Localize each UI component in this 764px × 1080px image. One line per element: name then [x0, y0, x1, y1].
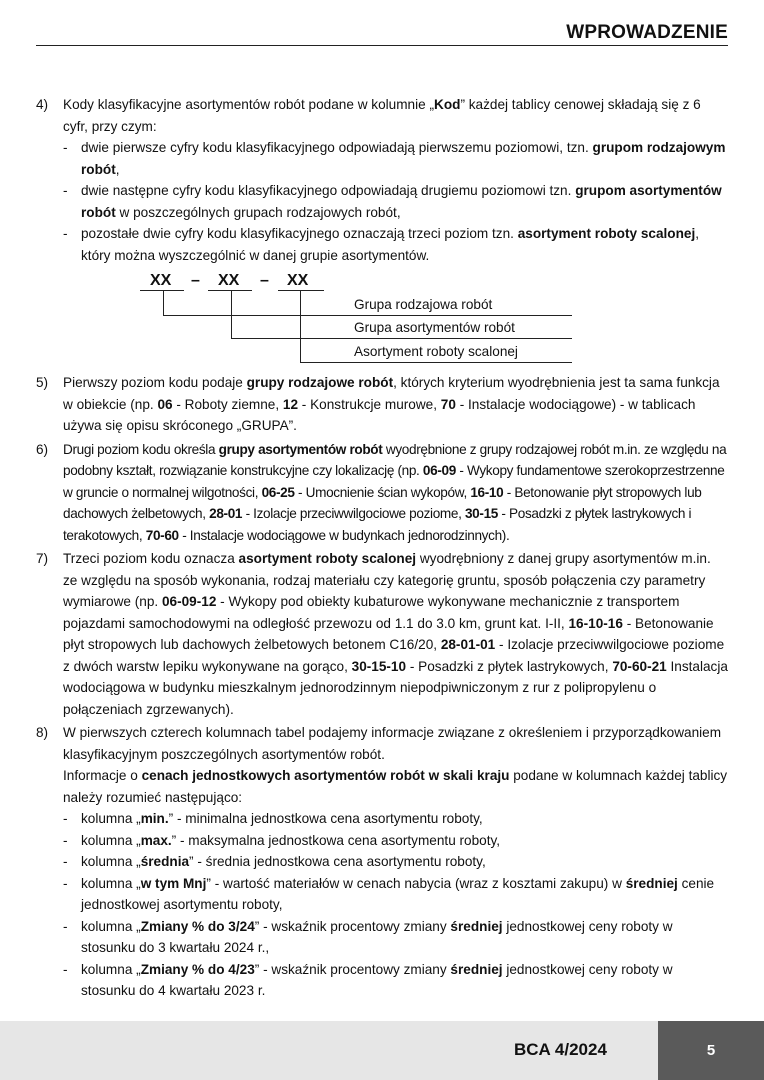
item-number: 4)	[36, 97, 49, 112]
bullet-item: - kolumna „max.” - maksymalna jednostkowa cena asortymentu roboty,	[63, 832, 501, 848]
item-text: Kody klasyfikacyjne asortymentów robót podane w kolumnie „Kod” każdej tablicy cenowej składają się z 6 cyfr, przy czym:	[63, 97, 701, 134]
bullet-item: - kolumna „średnia” - średnia jednostkowa cena asortymentu roboty,	[63, 854, 486, 869]
code-part-3: XX	[287, 272, 309, 289]
code-part-1: XX	[150, 272, 172, 289]
bullet-item: - kolumna „w tym Mnj” - wartość materiałów w cenach nabycia (wraz z kosztami zakupu) w średniej cenie jednostkowej asortymentu roboty,	[63, 875, 715, 912]
bullet-item: - kolumna „min.” - minimalna jednostkowa cena asortymentu roboty,	[63, 811, 483, 826]
item-text: Informacje o cenach jednostkowych asortymentów robót w skali kraju podane w kolumnach każdej tablicy należy rozumieć następująco:	[63, 768, 728, 805]
bullet-list	[63, 137, 728, 266]
page-number-box	[658, 1021, 764, 1080]
connector-line	[300, 291, 301, 362]
code-structure-diagram	[36, 270, 728, 366]
code-separator: –	[191, 272, 200, 289]
main-content	[36, 94, 728, 1004]
list-item-5	[36, 372, 728, 437]
list-item-4	[36, 94, 728, 266]
page-title: WPROWADZENIE	[566, 22, 728, 43]
connector-line	[163, 291, 164, 315]
diagram-label: Grupa asortymentów robót	[354, 320, 515, 335]
bullet-item: - kolumna „Zmiany % do 4/23” - wskaźnik procentowy zmiany średniej jednostkowej ceny roboty w stosunku do 4 kwartału 2023 r.	[63, 961, 673, 998]
item-number: 6)	[36, 441, 49, 457]
code-separator: –	[260, 272, 269, 289]
code-underline	[140, 290, 184, 291]
item-text: Trzeci poziom kodu oznacza asortyment roboty scalonej wyodrębniony z danej grupy asortymentów m.in. ze względu na sposób wykonania, rodzaj materiału czy kategorię gruntu, sposób połączenia czy parametry wymiarowe (np. 06-09-12 - Wykopy pod obiekty kubaturowe wykonywane mechanicznie z transportem pojazdami samochodowymi na odległość przewozu od 1.1 do 3.0 km, grunt kat. I-II, 16-10-16 - Betonowanie płyt stropowych lub dachowych żelbetowych betonem C16/20, 28-01-01 - Izolacje przeciwwilgociowe poziome z dwóch warstw lepiku wykonywane na gorąco, 30-15-10 - Posadzki z płytek lastrykowych, 70-60-21 Instalacja wodociągowa w budynku mieszkalnym jednorodzinnym niepodpiwniczonym z rur z polipropylenu o połączeniach zgrzewanych).	[63, 551, 728, 717]
item-number: 7)	[36, 551, 49, 566]
code-underline	[278, 290, 324, 291]
page-number: 5	[706, 1042, 716, 1059]
header-rule	[36, 45, 728, 46]
publication-code: BCA 4/2024	[514, 1040, 607, 1059]
footer-band	[0, 1021, 764, 1080]
bullet-item: - dwie pierwsze cyfry kodu klasyfikacyjnego odpowiadają pierwszemu poziomowi, tzn. grupom rodzajowym robót,	[63, 140, 726, 177]
diagram-label: Grupa rodzajowa robót	[354, 297, 493, 312]
bullet-item: - pozostałe dwie cyfry kodu klasyfikacyjnego oznaczają trzeci poziom tzn. asortyment roboty scalonej, który można wyszczególnić w danej grupie asortymentów.	[63, 226, 700, 263]
bullet-item: - kolumna „Zmiany % do 3/24” - wskaźnik procentowy zmiany średniej jednostkowej ceny roboty w stosunku do 3 kwartału 2024 r.,	[63, 918, 673, 955]
code-part-2: XX	[218, 272, 240, 289]
diagram-label: Asortyment roboty scalonej	[354, 344, 518, 359]
bullet-list	[63, 808, 728, 1002]
list-item-7	[36, 548, 728, 720]
item-number: 8)	[36, 725, 49, 740]
list-item-8	[36, 722, 728, 1002]
bullet-item: - dwie następne cyfry kodu klasyfikacyjnego odpowiadają drugiemu poziomowi tzn. grupom asortymentów robót w poszczególnych grupach rodzajowych robót,	[63, 183, 722, 220]
item-text: Drugi poziom kodu określa grupy asortymentów robót wyodrębnione z grupy rodzajowej robót m.in. ze względu na podobny kształt, rozwiązanie konstrukcyjne czy lokalizację (np. 06-09 - Wykopy fundamentowe szerokoprzestrzenne w gruncie o normalnej wilgotności, 06-25 - Umocnienie ścian wykopów, 16-10 - Betonowanie płyt stropowych lub dachowych żelbetowych, 28-01 - Izolacje przeciwwilgociowe poziome, 30-15 - Posadzki z płytek lastrykowych i terakotowych, 70-60 - Instalacje wodociągowe w budynkach jednorodzinnych).	[63, 441, 727, 543]
item-text: W pierwszych czterech kolumnach tabel podajemy informacje związane z określeniem i przyporządkowaniem klasyfikacyjnym poszczególnych asortymentów robót.	[63, 725, 722, 762]
item-text: Pierwszy poziom kodu podaje grupy rodzajowe robót, których kryterium wyodrębnienia jest ta sama funkcja w obiekcie (np. 06 - Roboty ziemne, 12 - Konstrukcje murowe, 70 - Instalacje wodociągowe) - w tablicach używa się opisu skróconego „GRUPA”.	[63, 375, 720, 433]
code-underline	[208, 290, 252, 291]
list-item-6	[36, 439, 728, 547]
item-number: 5)	[36, 375, 49, 390]
